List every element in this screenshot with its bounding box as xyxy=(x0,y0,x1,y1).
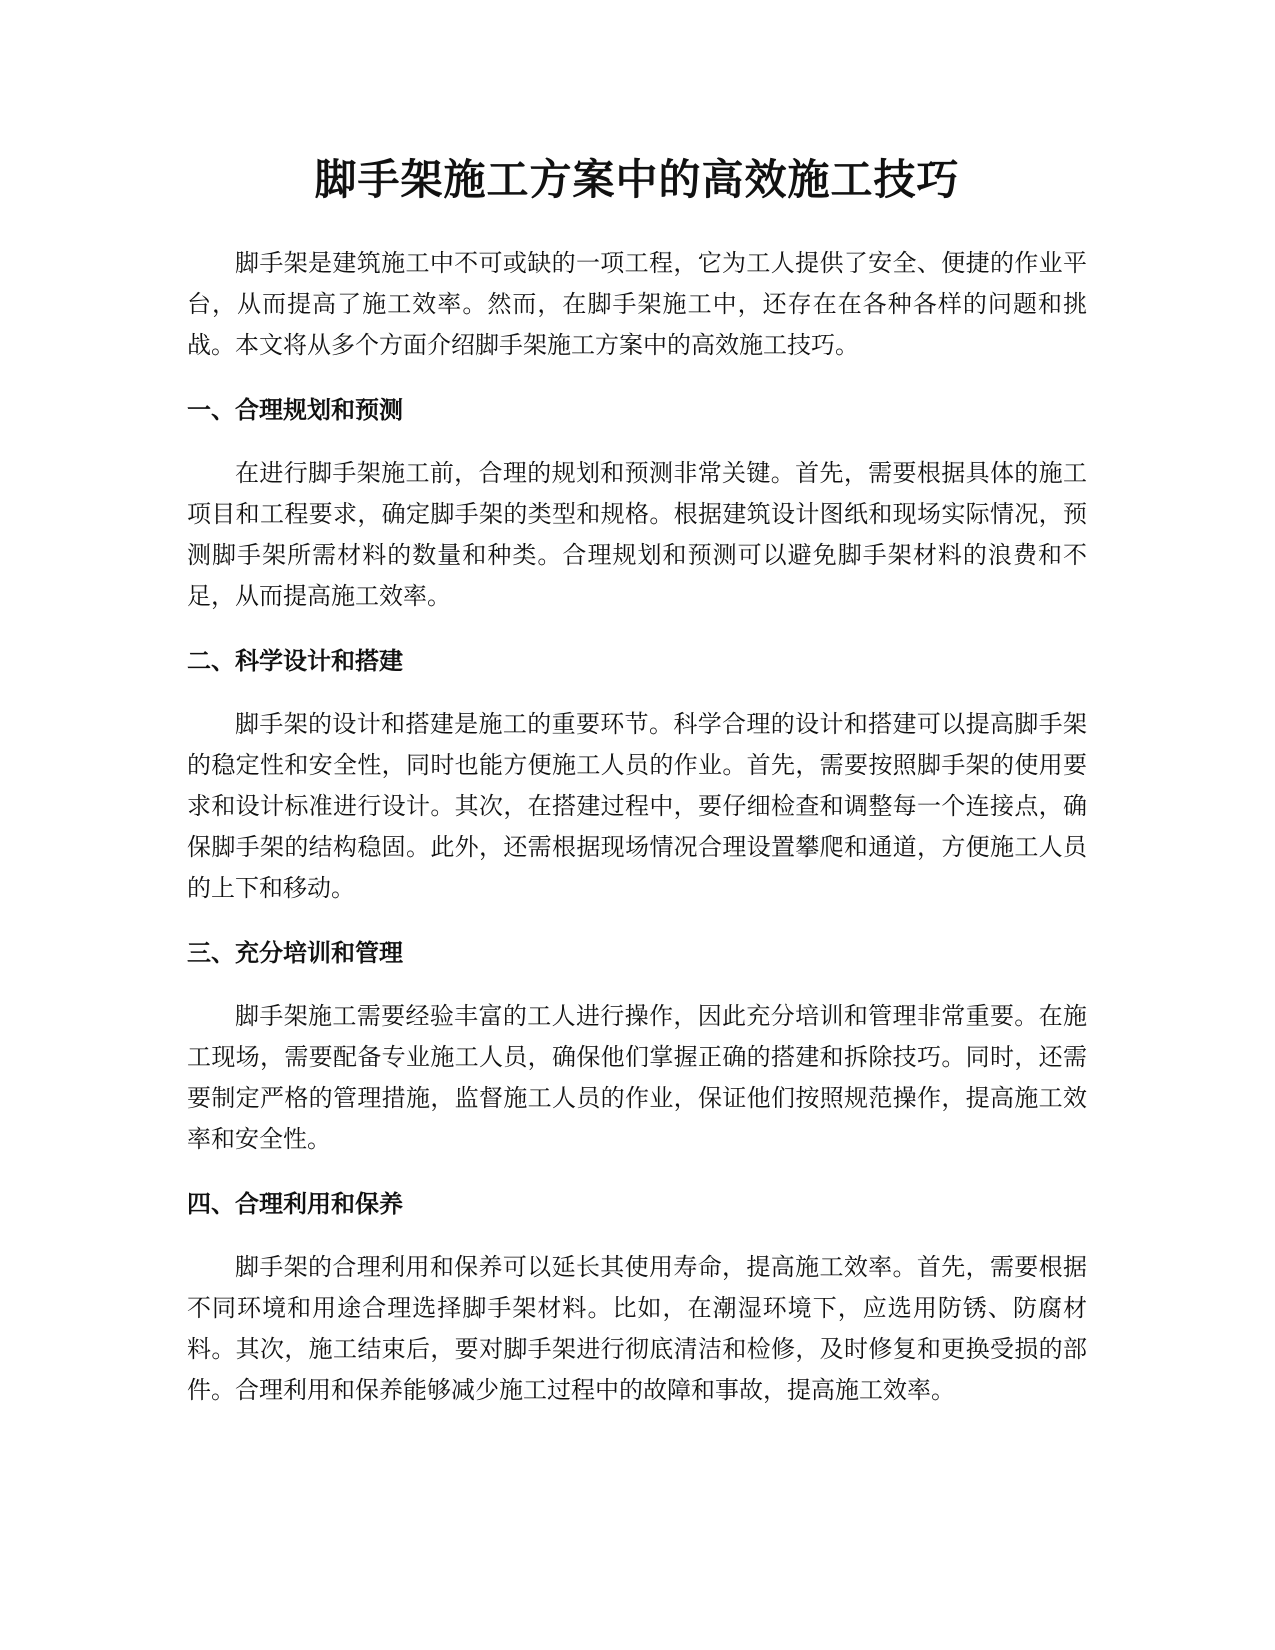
intro-paragraph: 脚手架是建筑施工中不可或缺的一项工程，它为工人提供了安全、便捷的作业平台，从而提高了施工效率。然而，在脚手架施工中，还存在在各种各样的问题和挑战。本文将从多个方面介绍脚手架施工方案中的高效施工技巧。 xyxy=(187,249,1087,359)
document-content xyxy=(187,150,1087,1411)
section-heading-1: 一、合理规划和预测 xyxy=(187,396,403,424)
document-title: 脚手架施工方案中的高效施工技巧 xyxy=(314,155,960,204)
section-heading-2: 二、科学设计和搭建 xyxy=(187,647,403,675)
section-body-1: 在进行脚手架施工前，合理的规划和预测非常关键。首先，需要根据具体的施工项目和工程要求，确定脚手架的类型和规格。根据建筑设计图纸和现场实际情况，预测脚手架所需材料的数量和种类。合理规划和预测可以避免脚手架材料的浪费和不足，从而提高施工效率。 xyxy=(187,459,1087,610)
section-body-2: 脚手架的设计和搭建是施工的重要环节。科学合理的设计和搭建可以提高脚手架的稳定性和安全性，同时也能方便施工人员的作业。首先，需要按照脚手架的使用要求和设计标准进行设计。其次，在搭建过程中，要仔细检查和调整每一个连接点，确保脚手架的结构稳固。此外，还需根据现场情况合理设置攀爬和通道，方便施工人员的上下和移动。 xyxy=(187,710,1087,902)
section-heading-3: 三、充分培训和管理 xyxy=(187,939,403,967)
section-body-3: 脚手架施工需要经验丰富的工人进行操作，因此充分培训和管理非常重要。在施工现场，需要配备专业施工人员，确保他们掌握正确的搭建和拆除技巧。同时，还需要制定严格的管理措施，监督施工人员的作业，保证他们按照规范操作，提高施工效率和安全性。 xyxy=(187,1002,1087,1153)
section-body-4: 脚手架的合理利用和保养可以延长其使用寿命，提高施工效率。首先，需要根据不同环境和用途合理选择脚手架材料。比如，在潮湿环境下，应选用防锈、防腐材料。其次，施工结束后，要对脚手架进行彻底清洁和检修，及时修复和更换受损的部件。合理利用和保养能够减少施工过程中的故障和事故，提高施工效率。 xyxy=(187,1253,1087,1404)
section-heading-4: 四、合理利用和保养 xyxy=(187,1190,403,1218)
